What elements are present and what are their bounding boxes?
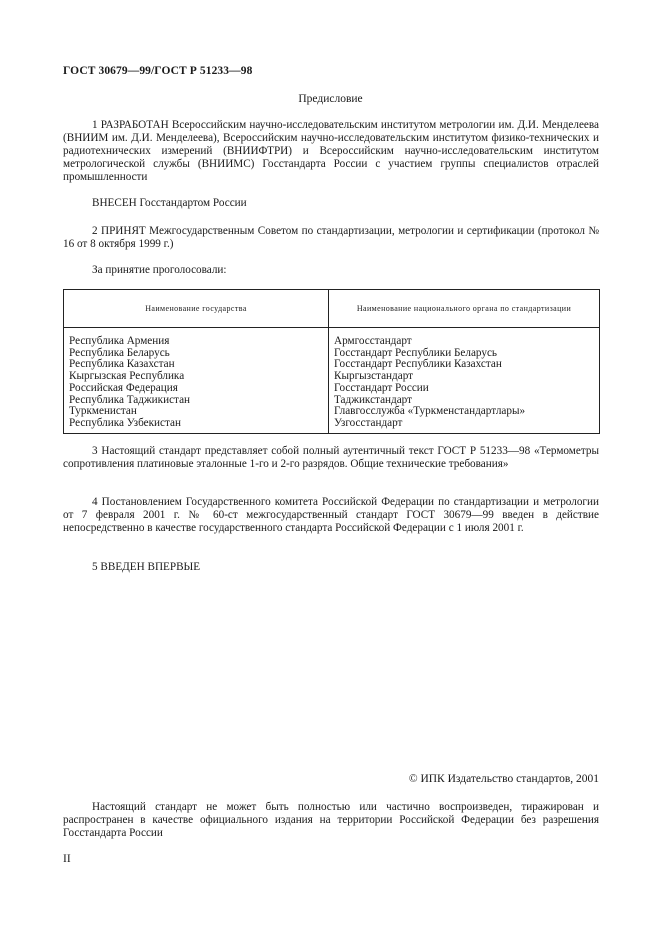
- standards-body-name: Главгосслужба «Туркменстандартлары»: [334, 405, 526, 418]
- reproduction-notice: Настоящий стандарт не может быть полностью или частично воспроизведен, тиражирован и распространен в качестве официального издания на территории Российской Федерации без разрешения Госстандарта России: [63, 801, 599, 839]
- standards-body-name: Армгосстандарт: [334, 335, 412, 347]
- state-name: Кыргызская Республика: [69, 370, 185, 383]
- table-header-row: [64, 290, 600, 328]
- state-name: Российская Федерация: [69, 381, 178, 394]
- column-header-body: Наименование национального органа по стандартизации: [329, 290, 600, 328]
- standards-body-name: Госстандарт России: [334, 381, 429, 394]
- paragraph-voted: За принятие проголосовали:: [92, 264, 227, 276]
- column-header-state: Наименование государства: [64, 290, 329, 328]
- state-name: Республика Беларусь: [69, 346, 170, 359]
- paragraph-introduced: ВНЕСЕН Госстандартом России: [92, 197, 247, 209]
- paragraph-developed: 1 РАЗРАБОТАН Всероссийским научно-исследовательским институтом метрологии им. Д.И. Менделеева (ВНИИМ им. Д.И. Менделеева), Всероссийским научно-исследовательским институтом физико-технических и радиотехнических измерений (ВНИИФТРИ) и Всероссийским научно-исследовательским институтом метрологической службы (ВНИИМС) Госстандарта России с участием группы специалистов отраслей промышленности: [63, 119, 599, 183]
- states-cell: [64, 328, 329, 434]
- state-name: Республика Армения: [69, 335, 170, 347]
- standards-body-name: Таджикстандарт: [334, 393, 413, 406]
- paragraph-authentic-text: 3 Настоящий стандарт представляет собой полный аутентичный текст ГОСТ Р 51233—98 «Термометры сопротивления платиновые эталонные 1-го и 2-го разрядов. Общие технические требования»: [63, 445, 599, 470]
- paragraph-adopted: 2 ПРИНЯТ Межгосударственным Советом по стандартизации, метрологии и сертификации (протокол № 16 от 8 октября 1999 г.): [63, 225, 599, 250]
- paragraph-resolution: 4 Постановлением Государственного комитета Российской Федерации по стандартизации и метрологии от 7 февраля 2001 г. № 60-ст межгосударственный стандарт ГОСТ 30679—99 введен в действие непосредственно в качестве государственного стандарта Российской Федерации с 1 июля 2001 г.: [63, 496, 599, 534]
- running-header: ГОСТ 30679—99/ГОСТ Р 51233—98: [63, 65, 253, 77]
- state-name: Республика Узбекистан: [69, 416, 181, 429]
- standards-body-name: Кыргызстандарт: [334, 370, 414, 383]
- paragraph-first-introduced: 5 ВВЕДЕН ВПЕРВЫЕ: [92, 561, 201, 573]
- table-row: [64, 328, 600, 434]
- copyright-line: © ИПК Издательство стандартов, 2001: [408, 773, 599, 785]
- voting-states-table: [63, 289, 600, 434]
- state-name: Республика Таджикистан: [69, 393, 191, 406]
- page-number: II: [63, 853, 71, 865]
- standards-body-name: Госстандарт Республики Беларусь: [334, 346, 498, 359]
- standards-body-name: Узгосстандарт: [334, 416, 403, 429]
- standards-body-name: Госстандарт Республики Казахстан: [334, 358, 502, 371]
- state-name: Туркменистан: [69, 405, 137, 418]
- section-title: [0, 93, 661, 106]
- state-name: Республика Казахстан: [69, 358, 175, 371]
- bodies-cell: [329, 328, 600, 434]
- section-title-text: Предисловие: [298, 93, 363, 105]
